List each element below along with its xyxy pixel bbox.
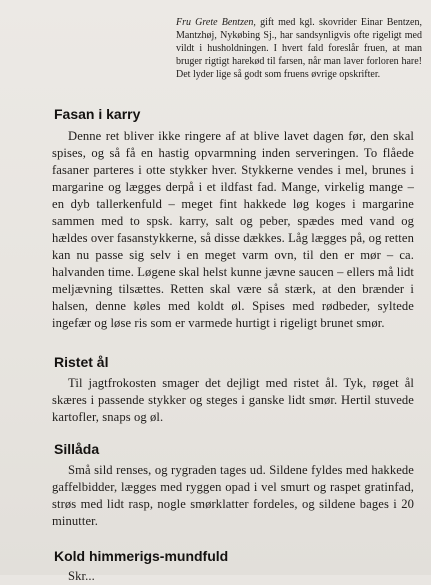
intro-paragraph (176, 16, 422, 81)
section-title-himmerigs: Kold himmerigs-mundfuld (54, 548, 229, 564)
intro-name: Fru Grete Bentzen, (176, 17, 256, 28)
section-text-sillada: Små sild renses, og rygraden tages ud. Sildene fyldes med hakkede gaffelbidder, lægges med ryggen opad i vel smurt og raspet gratinfad, strøs med lidt rasp, nogle smørklatter fordeles, og sildene bages i 20 minutter. (52, 463, 414, 528)
section-title-fasan: Fasan i karry (54, 106, 141, 122)
section-text-fasan: Denne ret bliver ikke ringere af at blive lavet dagen før, den skal spises, og så få en hastig opvarmning inden serveringen. To flåede fasaner parteres i otte stykker hver. Stykkerne vendes i mel, brunes i margarine og lægges derpå i et ildfast fad. Mange, virkelig mange – en dyb tallerkenfuld – meget fint hakkede løg koges i margarine sammen med to spsk. karry, salt og peber, spædes med vand og hældes over fasanstykkerne, så disse dækkes. Låg lægges på, og retten kan nu passe sig selv i en meget varm ovn, til den er mør – ca. halvanden time. Løgene skal helst kunne jævne saucen – ellers må lidt meljævning tilsættes. Retten skal være så stærk, at den brænder i halsen, denne køles med koldt øl. Spises med rødbeder, syltede ingefær og løse ris som er varmede hurtigt i rigeligt brunet smør. (52, 129, 414, 330)
section-title-sillada: Sillåda (54, 441, 100, 457)
section-title-ristet-al: Ristet ål (54, 354, 109, 370)
intro-text: gift med kgl. skovrider Einar Bentzen, Mantzhøj, Nykøbing Sj., har sandsynligvis ofte rigeligt med vildt i husholdningen. I hvert fald foreslår fruen, at man bruger rigtigt harekød til farsen, når man laver forloren hare! Det lyder lige så godt som fruens øvrige opskrifter. (176, 17, 422, 80)
section-text-ristet-al: Til jagtfrokosten smager det dejligt med ristet ål. Tyk, røget ål skæres i passende stykker og steges i ganske lidt smør. Hertil stuvede kartofler, snaps og øl. (52, 376, 414, 424)
section-text-himmerigs: Skr... (68, 569, 95, 583)
